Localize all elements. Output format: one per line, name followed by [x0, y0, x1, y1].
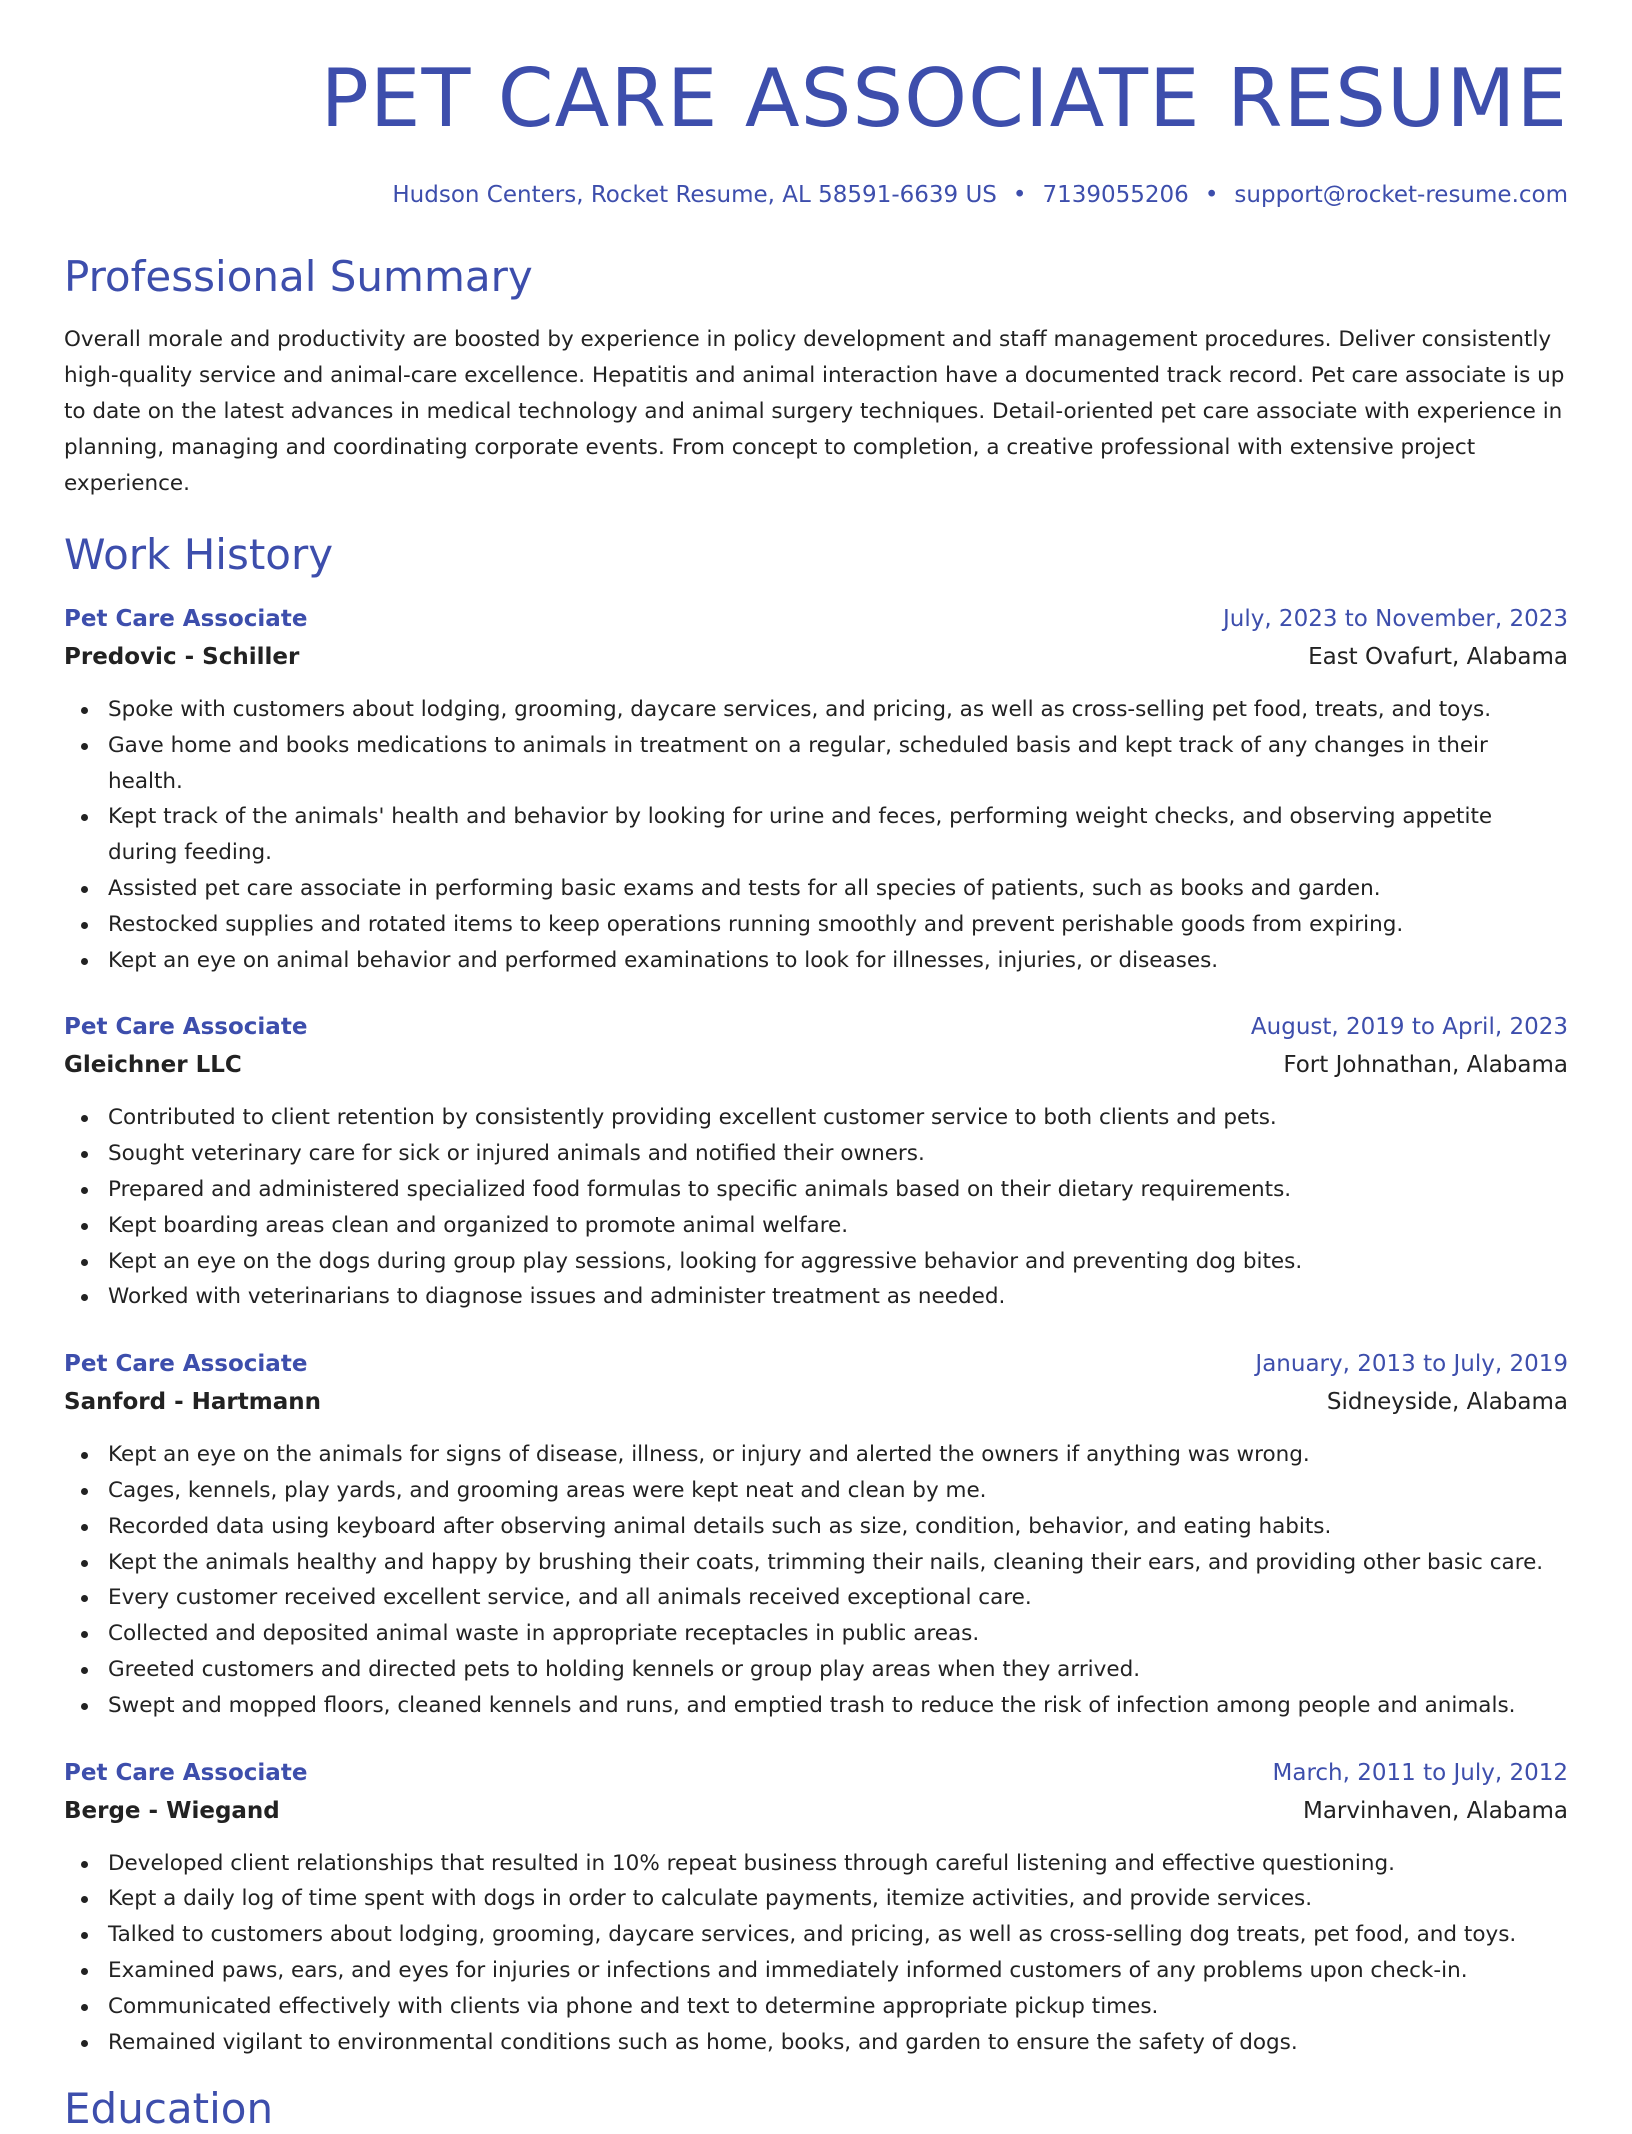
job-bullet: Spoke with customers about lodging, grooming, daycare services, and pricing, as well as cross-selling pet food, treats, and toys. — [108, 692, 1568, 728]
job-title-row — [64, 1345, 1568, 1383]
job-title-row — [64, 600, 1568, 638]
job-bullet: Greeted customers and directed pets to holding kennels or group play areas when they arrived. — [108, 1652, 1568, 1688]
job-company: Berge - Wiegand — [64, 1797, 280, 1824]
job-bullet-list — [64, 692, 1568, 978]
job-company: Sanford - Hartmann — [64, 1389, 321, 1416]
job-bullet: Kept an eye on animal behavior and performed examinations to look for illnesses, injuries, or diseases. — [108, 943, 1568, 979]
job-bullet: Recorded data using keyboard after observing animal details such as size, condition, behavior, and eating habits. — [108, 1509, 1568, 1545]
contact-separator: • — [1012, 182, 1027, 208]
job-bullet: Kept track of the animals' health and behavior by looking for urine and feces, performing weight checks, and observing appetite during feeding. — [108, 799, 1568, 871]
job-dates: March, 2011 to July, 2012 — [1272, 1759, 1568, 1786]
job-bullet: Kept boarding areas clean and organized to promote animal welfare. — [108, 1208, 1568, 1244]
job-company-row — [64, 1792, 1568, 1830]
job-dates: January, 2013 to July, 2019 — [1255, 1351, 1568, 1378]
job-bullet: Examined paws, ears, and eyes for injuries or infections and immediately informed customers of any problems upon check-in. — [108, 1953, 1568, 1989]
job-bullet: Remained vigilant to environmental conditions such as home, books, and garden to ensure the safety of dogs. — [108, 2025, 1568, 2061]
job-title-row — [64, 1754, 1568, 1792]
job-company-row — [64, 638, 1568, 676]
work-history-section — [64, 530, 1568, 2060]
job-title: Pet Care Associate — [64, 606, 308, 632]
job-bullet: Swept and mopped floors, cleaned kennels and runs, and emptied trash to reduce the risk of infection among people and animals. — [108, 1688, 1568, 1724]
job-bullet: Collected and deposited animal waste in appropriate receptacles in public areas. — [108, 1616, 1568, 1652]
job-bullet: Prepared and administered specialized food formulas to specific animals based on their dietary requirements. — [108, 1172, 1568, 1208]
job-bullet: Communicated effectively with clients via phone and text to determine appropriate pickup times. — [108, 1989, 1568, 2025]
job-bullet: Kept a daily log of time spent with dogs in order to calculate payments, itemize activities, and provide services. — [108, 1881, 1568, 1917]
job-title: Pet Care Associate — [64, 1014, 308, 1041]
job-bullet-list — [64, 1437, 1568, 1723]
job-entry — [64, 1008, 1568, 1315]
job-dates: July, 2023 to November, 2023 — [1222, 606, 1568, 632]
job-bullet: Kept an eye on the animals for signs of disease, illness, or injury and alerted the owners if anything was wrong. — [108, 1437, 1568, 1473]
contact-separator: • — [1204, 182, 1219, 208]
summary-section — [64, 252, 1568, 502]
job-bullet: Worked with veterinarians to diagnose issues and administer treatment as needed. — [108, 1279, 1568, 1315]
job-bullet: Kept an eye on the dogs during group play sessions, looking for aggressive behavior and preventing dog bites. — [108, 1244, 1568, 1280]
job-entry — [64, 1345, 1568, 1723]
resume-name: PET CARE ASSOCIATE RESUME — [320, 52, 1568, 145]
job-bullet: Sought veterinary care for sick or injured animals and notified their owners. — [108, 1136, 1568, 1172]
job-company-row — [64, 1046, 1568, 1084]
job-bullet: Restocked supplies and rotated items to keep operations running smoothly and prevent perishable goods from expiring. — [108, 907, 1568, 943]
job-dates: August, 2019 to April, 2023 — [1250, 1014, 1568, 1041]
education-heading: Education — [64, 2084, 274, 2134]
job-bullet: Assisted pet care associate in performing basic exams and tests for all species of patients, such as books and garden. — [108, 871, 1568, 907]
job-title-row — [64, 1008, 1568, 1046]
contact-email: support@rocket-resume.com — [1234, 182, 1568, 208]
job-company: Gleichner LLC — [64, 1052, 242, 1079]
job-title: Pet Care Associate — [64, 1351, 308, 1378]
job-bullet: Kept the animals healthy and happy by brushing their coats, trimming their nails, cleaning their ears, and providing other basic care. — [108, 1545, 1568, 1581]
job-entry — [64, 600, 1568, 978]
job-location: Fort Johnathan, Alabama — [1283, 1052, 1568, 1079]
job-bullet: Cages, kennels, play yards, and grooming areas were kept neat and clean by me. — [108, 1473, 1568, 1509]
job-entry — [64, 1754, 1568, 2061]
job-bullet: Gave home and books medications to animals in treatment on a regular, scheduled basis and kept track of any changes in their health. — [108, 728, 1568, 800]
job-location: Marvinhaven, Alabama — [1302, 1797, 1568, 1824]
education-section — [64, 2084, 1568, 2134]
work-history-heading: Work History — [64, 530, 334, 579]
job-bullet: Developed client relationships that resulted in 10% repeat business through careful listening and effective questioning. — [108, 1846, 1568, 1882]
contact-phone: 7139055206 — [1042, 182, 1189, 208]
job-bullet: Talked to customers about lodging, grooming, daycare services, and pricing, as well as cross-selling dog treats, pet food, and toys. — [108, 1917, 1568, 1953]
job-company-row — [64, 1383, 1568, 1421]
job-bullet-list — [64, 1100, 1568, 1315]
job-location: Sidneyside, Alabama — [1326, 1389, 1568, 1416]
resume-header — [64, 0, 1568, 210]
job-location: East Ovafurt, Alabama — [1308, 644, 1568, 670]
job-bullet: Every customer received excellent service, and all animals received exceptional care. — [108, 1580, 1568, 1616]
job-title: Pet Care Associate — [64, 1759, 308, 1786]
summary-heading: Professional Summary — [64, 252, 533, 301]
contact-line — [64, 180, 1568, 210]
contact-address: Hudson Centers, Rocket Resume, AL 58591-6639 US — [392, 182, 997, 208]
job-company: Predovic - Schiller — [64, 644, 300, 670]
job-bullet-list — [64, 1846, 1568, 2061]
summary-text: Overall morale and productivity are boosted by experience in policy development and staff management procedures. Deliver consistently high-quality service and animal-care excellence. Hepatitis and animal interaction have a documented track record. Pet care associate is up to date on the latest advances in medical technology and animal surgery techniques. Detail-oriented pet care associate with experience in planning, managing and coordinating corporate events. From concept to completion, a creative professional with extensive project experience. — [64, 327, 1565, 496]
job-bullet: Contributed to client retention by consistently providing excellent customer service to both clients and pets. — [108, 1100, 1568, 1136]
